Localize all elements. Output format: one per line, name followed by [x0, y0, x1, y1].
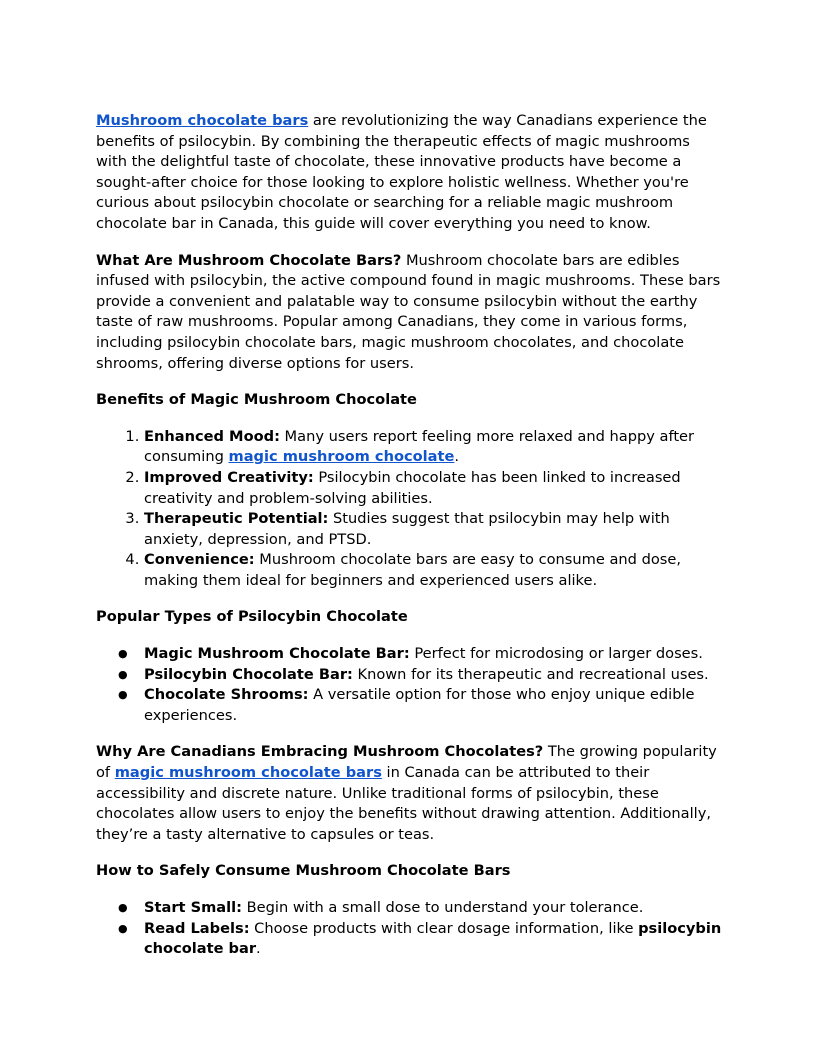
- item-text: Choose products with clear dosage information, like: [249, 919, 639, 937]
- item-text: A versatile option for those who enjoy unique edible experiences.: [144, 686, 695, 724]
- magic-mushroom-chocolate-link[interactable]: magic mushroom chocolate: [228, 448, 455, 466]
- safe-heading: How to Safely Consume Mushroom Chocolate Bars: [96, 862, 511, 880]
- why-heading: Why Are Canadians Embracing Mushroom Chocolates?: [96, 743, 544, 761]
- item-term: Enhanced Mood:: [144, 427, 280, 445]
- list-item: [144, 919, 724, 960]
- why-text: in Canada can be attributed to their accessibility and discrete nature. Unlike traditional forms of psilocybin, these chocolates allow users to enjoy the benefits without drawing attention. Additionally, they’re a tasty alternative to capsules or teas.: [96, 764, 712, 843]
- list-item: [144, 685, 724, 726]
- item-text: Many users report feeling more relaxed and happy after consuming: [144, 427, 695, 466]
- document-page: [96, 111, 724, 976]
- item-term: Therapeutic Potential:: [144, 510, 329, 528]
- why-paragraph: [96, 742, 724, 845]
- item-term: Convenience:: [144, 551, 255, 569]
- intro-paragraph: [96, 111, 724, 235]
- item-text: Studies suggest that psilocybin may help with anxiety, depression, and PTSD.: [144, 510, 670, 548]
- item-text: Known for its therapeutic and recreational uses.: [352, 665, 709, 683]
- what-paragraph: [96, 251, 724, 375]
- item-text: .: [256, 940, 261, 958]
- item-term: Improved Creativity:: [144, 468, 314, 486]
- item-term: Chocolate Shrooms:: [144, 686, 309, 704]
- item-term: Read Labels:: [144, 919, 250, 937]
- mushroom-chocolate-bars-link[interactable]: Mushroom chocolate bars: [96, 112, 309, 129]
- benefits-heading: Benefits of Magic Mushroom Chocolate: [96, 391, 417, 409]
- list-item: [144, 665, 724, 686]
- item-term: Psilocybin Chocolate Bar:: [144, 665, 353, 683]
- list-item: [144, 898, 724, 919]
- benefits-list: [96, 427, 724, 592]
- list-item: [144, 644, 724, 665]
- item-text: Mushroom chocolate bars are easy to consume and dose, making them ideal for beginners and experienced users alike.: [144, 551, 681, 589]
- item-text: Begin with a small dose to understand your tolerance.: [242, 899, 644, 916]
- types-list: [96, 644, 724, 726]
- safe-list: [96, 898, 724, 960]
- item-term: Start Small:: [144, 899, 242, 916]
- list-item: [144, 550, 724, 591]
- why-text: The growing popularity of: [96, 743, 717, 782]
- item-text: Perfect for microdosing or larger doses.: [409, 645, 703, 663]
- what-heading: What Are Mushroom Chocolate Bars?: [96, 251, 402, 269]
- what-text: Mushroom chocolate bars are edibles infused with psilocybin, the active compound found in magic mushrooms. These bars provide a convenient and palatable way to consume psilocybin without the earthy taste of raw mushrooms. Popular among Canadians, they come in various forms, including psilocybin chocolate bars, magic mushroom chocolates, and chocolate shrooms, offering diverse options for users.: [96, 251, 721, 372]
- types-heading: Popular Types of Psilocybin Chocolate: [96, 608, 408, 626]
- item-term: psilocybin chocolate bar: [144, 919, 722, 958]
- item-text: Psilocybin chocolate has been linked to increased creativity and problem-solving abilities.: [144, 468, 681, 507]
- magic-mushroom-chocolate-bars-link[interactable]: magic mushroom chocolate bars: [114, 764, 382, 782]
- item-text: .: [454, 448, 460, 466]
- list-item: [144, 468, 724, 509]
- list-item: [144, 427, 724, 468]
- item-term: Magic Mushroom Chocolate Bar:: [144, 645, 410, 663]
- intro-text: are revolutionizing the way Canadians experience the benefits of psilocybin. By combining the therapeutic effects of magic mushrooms with the delightful taste of chocolate, these innovative products have become a sought-after choice for those looking to explore holistic wellness. Whether you're curious about psilocybin chocolate or searching for a reliable magic mushroom chocolate bar in Canada, this guide will cover everything you need to know.: [96, 112, 707, 232]
- list-item: [144, 509, 724, 550]
